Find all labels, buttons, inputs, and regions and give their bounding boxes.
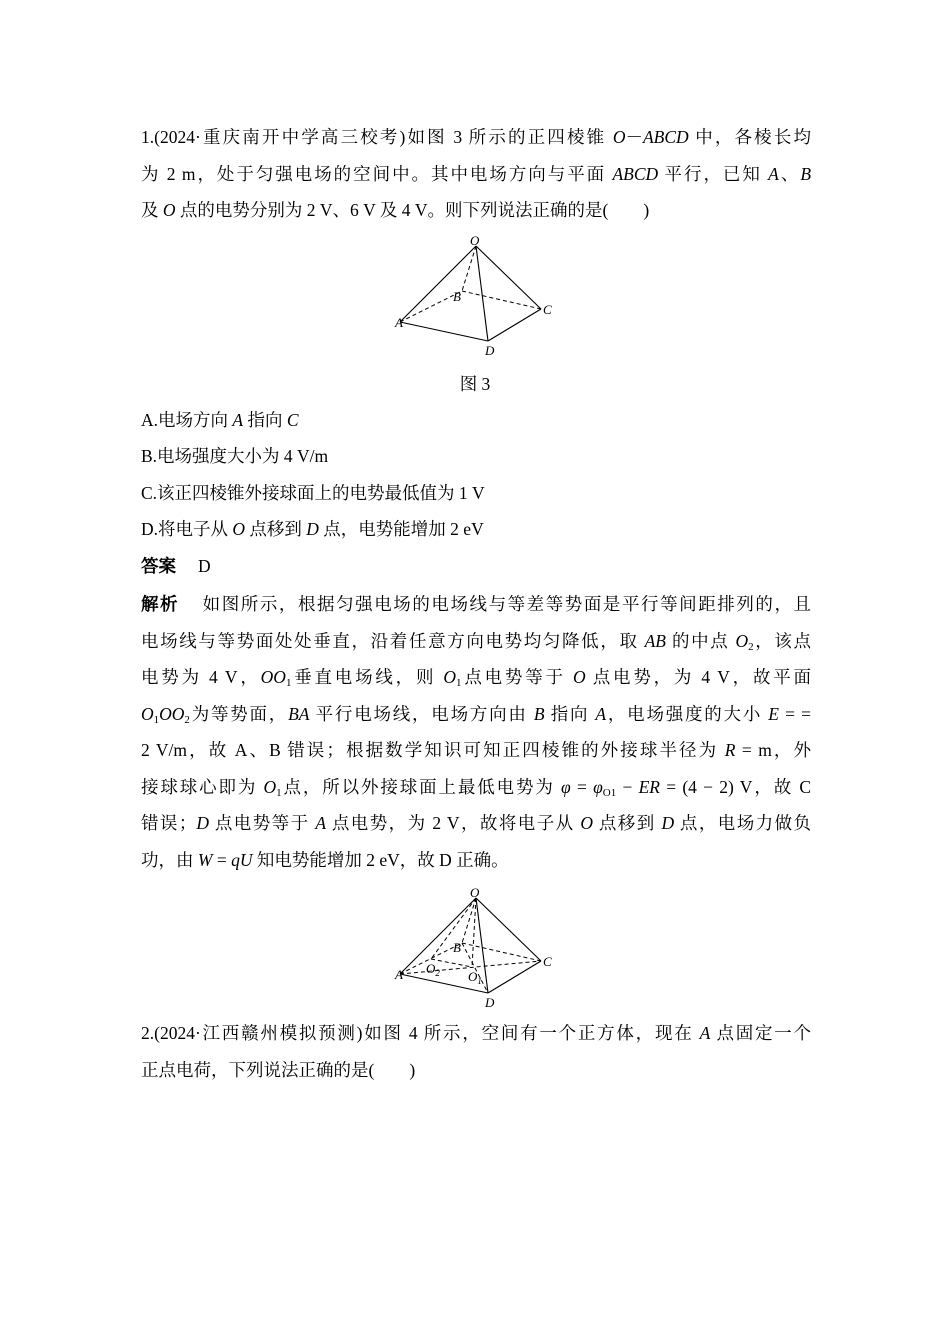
answer-label: 答案 bbox=[141, 556, 176, 576]
label-C: C bbox=[543, 954, 552, 969]
analysis-line-8: 功，由 W = qU 知电势能增加 2 eV，故 D 正确。 bbox=[141, 849, 509, 870]
label-B: B bbox=[453, 289, 461, 304]
label-A: A bbox=[395, 315, 403, 330]
label-O: O bbox=[470, 233, 480, 248]
analysis-line-2: 电场线与等势面处处垂直，沿着任意方向电势均匀降低，取 AB 的中点 $O_2$，该点 bbox=[141, 630, 812, 653]
pyramid-diagram bbox=[380, 228, 570, 363]
label-O2: $O_2$ bbox=[426, 961, 440, 978]
label-C: C bbox=[543, 302, 552, 317]
analysis-line-4: $O_1OO_2$为等势面，BA 平行电场线，电场方向由 B 指向 A，电场强度的大小 E = = bbox=[141, 703, 812, 726]
option-a: A.电场方向 A 指向 C bbox=[141, 410, 299, 430]
analysis-section bbox=[141, 586, 811, 878]
answer-value: D bbox=[198, 556, 211, 576]
q2-line-1: 2.(2024·江西赣州模拟预测)如图 4 所示，空间有一个正方体，现在 A 点固定一个 bbox=[141, 1023, 812, 1043]
figure-3-pyramid bbox=[380, 228, 570, 368]
label-A: A bbox=[395, 967, 403, 982]
q1-line-1: 1.(2024·重庆南开中学高三校考)如图 3 所示的正四棱锥 O－ABCD 中，各棱长均 bbox=[141, 127, 812, 147]
option-b: B.电场强度大小为 4 V/m bbox=[141, 446, 329, 466]
label-D: D bbox=[485, 995, 495, 1010]
analysis-line-7: 错误；D 点电势等于 A 点电势，为 2 V，故将电子从 O 点移到 D 点，电场力做负 bbox=[141, 813, 812, 833]
option-c: C.该正四棱锥外接球面上的电势最低值为 1 V bbox=[141, 483, 485, 503]
answer-row bbox=[141, 554, 211, 578]
analysis-figure-pyramid bbox=[380, 880, 570, 1020]
option-d: D.将电子从 O 点移到 D 点，电势能增加 2 eV bbox=[141, 519, 484, 539]
figure-3-caption: 图 3 bbox=[459, 374, 491, 394]
label-O1: $O_1$ bbox=[468, 969, 482, 986]
label-D: D bbox=[485, 343, 495, 358]
analysis-line-5: 2 V/m，故 A、B 错误；根据数学知识可知正四棱锥的外接球半径为 R = m，外 bbox=[141, 740, 812, 760]
analysis-line-3: 电势为 4 V，$OO_1$垂直电场线，则 $O_1$点电势等于 O 点电势，为 4 V，故平面 bbox=[141, 667, 812, 689]
question-2-stem bbox=[141, 1015, 811, 1088]
label-B: B bbox=[453, 940, 461, 955]
analysis-line-6: 接球球心即为 $O_1$点，所以外接球面上最低电势为 $\varphi = \varphi_{O1}$ − ER = (4 − 2) V，故 C bbox=[141, 776, 811, 799]
pyramid-diagram-analysis bbox=[380, 880, 570, 1015]
question-1-stem bbox=[141, 119, 811, 229]
label-O: O bbox=[470, 885, 480, 900]
q1-line-2: 为 2 m，处于匀强电场的空间中。其中电场方向与平面 ABCD 平行，已知 A、B bbox=[141, 163, 812, 184]
analysis-line-1: 解析 如图所示，根据匀强电场的电场线与等差等势面是平行等间距排列的，且 bbox=[141, 594, 812, 614]
q1-line-3: 及 O 点的电势分别为 2 V、6 V 及 4 V。则下列说法正确的是( ) bbox=[141, 200, 650, 220]
analysis-label: 解析 bbox=[141, 594, 180, 614]
q2-line-2: 正点电荷，下列说法正确的是( ) bbox=[141, 1059, 416, 1080]
